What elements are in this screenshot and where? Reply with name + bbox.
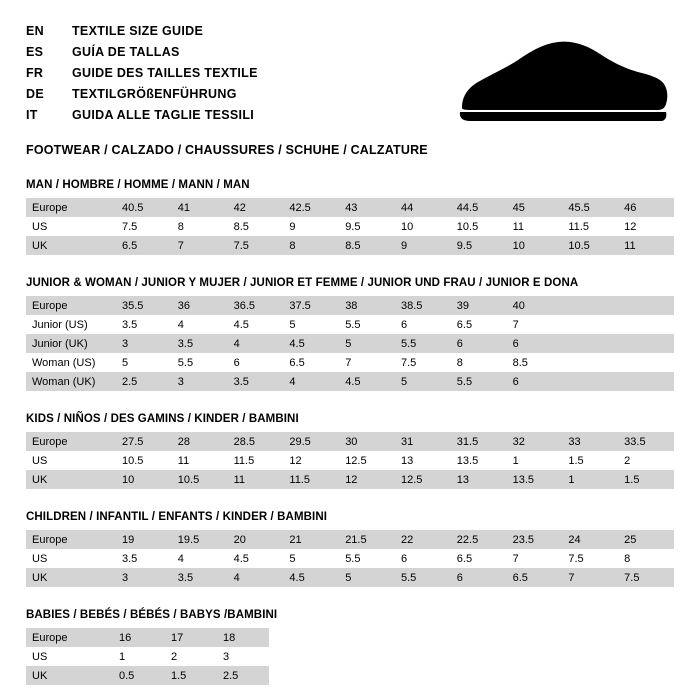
cell: 1 <box>113 647 165 666</box>
section-title: BABIES / BEBÉS / BÉBÉS / BABYS /BAMBINI <box>26 609 278 621</box>
cell: 1 <box>507 451 563 470</box>
cell: 3.5 <box>228 372 284 391</box>
table-row <box>26 549 674 568</box>
cell: 44.5 <box>451 198 507 217</box>
cell: 29.5 <box>283 432 339 451</box>
page-header <box>26 24 674 157</box>
cell: 12 <box>618 217 674 236</box>
cell: 5 <box>283 315 339 334</box>
cell: 41 <box>172 198 228 217</box>
language-title: GUIDE DES TAILLES TEXTILE <box>72 66 258 80</box>
cell: 3.5 <box>172 334 228 353</box>
language-code: ES <box>26 45 44 59</box>
cell: 5.5 <box>339 315 395 334</box>
cell: 7.5 <box>116 217 172 236</box>
cell: 6.5 <box>116 236 172 255</box>
cell: 6.5 <box>451 549 507 568</box>
cell <box>618 372 674 391</box>
cell: 19 <box>116 530 172 549</box>
row-label: UK <box>26 666 113 685</box>
cell: 4 <box>172 315 228 334</box>
cell: 11 <box>172 451 228 470</box>
cell: 3 <box>116 568 172 587</box>
cell: 12.5 <box>395 470 451 489</box>
cell <box>618 315 674 334</box>
cell: 5.5 <box>451 372 507 391</box>
cell <box>618 353 674 372</box>
cell: 31.5 <box>451 432 507 451</box>
cell: 9 <box>395 236 451 255</box>
cell: 22 <box>395 530 451 549</box>
language-title: GUÍA DE TALLAS <box>72 45 180 59</box>
cell: 9.5 <box>339 217 395 236</box>
row-label: Woman (US) <box>26 353 116 372</box>
section-title: MAN / HOMBRE / HOMME / MANN / MAN <box>26 179 250 191</box>
cell: 5.5 <box>395 568 451 587</box>
cell: 42 <box>228 198 284 217</box>
cell: 8 <box>618 549 674 568</box>
cell: 36 <box>172 296 228 315</box>
cell: 33.5 <box>618 432 674 451</box>
language-title-list <box>26 24 456 129</box>
cell: 33 <box>562 432 618 451</box>
cell: 2.5 <box>217 666 269 685</box>
table-row <box>26 217 674 236</box>
table-row <box>26 236 674 255</box>
cell: 8.5 <box>228 217 284 236</box>
cell: 21 <box>283 530 339 549</box>
cell: 12.5 <box>339 451 395 470</box>
cell: 18 <box>217 628 269 647</box>
cell: 2 <box>165 647 217 666</box>
cell: 6 <box>395 549 451 568</box>
cell: 37.5 <box>283 296 339 315</box>
cell: 27.5 <box>116 432 172 451</box>
cell: 4.5 <box>339 372 395 391</box>
cell: 22.5 <box>451 530 507 549</box>
table-row <box>26 530 674 549</box>
table-row <box>26 666 269 685</box>
cell: 5.5 <box>172 353 228 372</box>
cell: 6.5 <box>283 353 339 372</box>
cell: 7 <box>562 568 618 587</box>
cell <box>562 296 618 315</box>
language-row <box>26 66 456 87</box>
language-title: TEXTILGRÖßENFÜHRUNG <box>72 87 237 101</box>
section-man <box>26 179 674 255</box>
row-label: Europe <box>26 198 116 217</box>
language-code: EN <box>26 24 44 38</box>
cell: 40.5 <box>116 198 172 217</box>
cell: 4 <box>228 334 284 353</box>
cell: 30 <box>339 432 395 451</box>
cell: 4 <box>283 372 339 391</box>
cell: 10.5 <box>172 470 228 489</box>
dress-shoe-icon <box>454 34 674 130</box>
cell: 46 <box>618 198 674 217</box>
table-row <box>26 296 674 315</box>
cell: 32 <box>507 432 563 451</box>
cell: 3.5 <box>172 568 228 587</box>
section-babies <box>26 609 674 685</box>
table-row <box>26 647 269 666</box>
section-title: KIDS / NIÑOS / DES GAMINS / KINDER / BAMBINI <box>26 413 299 425</box>
section-title: JUNIOR & WOMAN / JUNIOR Y MUJER / JUNIOR ET FEMME / JUNIOR UND FRAU / JUNIOR E DONA <box>26 277 579 289</box>
cell: 6 <box>451 568 507 587</box>
cell: 10.5 <box>116 451 172 470</box>
cell: 21.5 <box>339 530 395 549</box>
cell: 12 <box>339 470 395 489</box>
table-row <box>26 372 674 391</box>
table-row <box>26 432 674 451</box>
cell: 11 <box>228 470 284 489</box>
table-row <box>26 451 674 470</box>
language-row <box>26 87 456 108</box>
cell: 5 <box>339 568 395 587</box>
cell: 3.5 <box>116 549 172 568</box>
cell: 7 <box>172 236 228 255</box>
cell: 7 <box>507 315 563 334</box>
cell: 6 <box>395 315 451 334</box>
section-junior-woman <box>26 277 674 391</box>
cell: 6.5 <box>507 568 563 587</box>
row-label: Woman (UK) <box>26 372 116 391</box>
language-title: TEXTILE SIZE GUIDE <box>72 24 204 38</box>
cell: 6 <box>507 372 563 391</box>
cell: 28.5 <box>228 432 284 451</box>
size-table-babies <box>26 628 269 685</box>
table-row <box>26 315 674 334</box>
cell: 3 <box>116 334 172 353</box>
language-code: DE <box>26 87 44 101</box>
cell: 10.5 <box>451 217 507 236</box>
row-label: US <box>26 549 116 568</box>
row-label: US <box>26 217 116 236</box>
cell: 24 <box>562 530 618 549</box>
cell: 1 <box>562 470 618 489</box>
cell <box>562 315 618 334</box>
cell: 2 <box>618 451 674 470</box>
table-row <box>26 568 674 587</box>
row-label: Junior (UK) <box>26 334 116 353</box>
cell: 6.5 <box>451 315 507 334</box>
cell: 11 <box>618 236 674 255</box>
cell: 5.5 <box>395 334 451 353</box>
cell: 19.5 <box>172 530 228 549</box>
cell: 6 <box>228 353 284 372</box>
row-label: US <box>26 451 116 470</box>
language-row <box>26 24 456 45</box>
cell: 10.5 <box>562 236 618 255</box>
size-table-kids <box>26 432 674 489</box>
cell: 13.5 <box>451 451 507 470</box>
cell: 8.5 <box>507 353 563 372</box>
table-row <box>26 198 674 217</box>
table-row <box>26 334 674 353</box>
cell: 11.5 <box>228 451 284 470</box>
language-row <box>26 108 456 129</box>
cell <box>562 372 618 391</box>
cell: 8 <box>451 353 507 372</box>
cell: 2.5 <box>116 372 172 391</box>
section-children <box>26 511 674 587</box>
cell: 3 <box>172 372 228 391</box>
cell: 5.5 <box>339 549 395 568</box>
cell: 1.5 <box>618 470 674 489</box>
cell: 8 <box>283 236 339 255</box>
cell <box>618 296 674 315</box>
cell: 43 <box>339 198 395 217</box>
cell: 5 <box>339 334 395 353</box>
page-footer-spacer <box>0 693 700 700</box>
cell: 6 <box>451 334 507 353</box>
cell: 20 <box>228 530 284 549</box>
cell: 13.5 <box>507 470 563 489</box>
cell: 9.5 <box>451 236 507 255</box>
cell <box>562 334 618 353</box>
cell: 31 <box>395 432 451 451</box>
cell: 0.5 <box>113 666 165 685</box>
cell: 45 <box>507 198 563 217</box>
language-code: FR <box>26 66 44 80</box>
row-label: Europe <box>26 432 116 451</box>
cell: 4 <box>228 568 284 587</box>
size-table-man <box>26 198 674 255</box>
cell: 7.5 <box>562 549 618 568</box>
row-label: UK <box>26 236 116 255</box>
row-label: Europe <box>26 296 116 315</box>
cell: 5 <box>283 549 339 568</box>
cell: 23.5 <box>507 530 563 549</box>
cell: 16 <box>113 628 165 647</box>
cell: 36.5 <box>228 296 284 315</box>
cell: 45.5 <box>562 198 618 217</box>
cell: 25 <box>618 530 674 549</box>
cell: 17 <box>165 628 217 647</box>
cell: 5 <box>116 353 172 372</box>
row-label: Junior (US) <box>26 315 116 334</box>
cell <box>618 334 674 353</box>
cell: 39 <box>451 296 507 315</box>
cell: 8 <box>172 217 228 236</box>
language-title: GUIDA ALLE TAGLIE TESSILI <box>72 108 255 122</box>
cell: 3 <box>217 647 269 666</box>
size-table-children <box>26 530 674 587</box>
cell: 13 <box>451 470 507 489</box>
table-row <box>26 353 674 372</box>
cell: 7 <box>339 353 395 372</box>
cell: 10 <box>507 236 563 255</box>
cell: 7.5 <box>228 236 284 255</box>
cell: 4 <box>172 549 228 568</box>
table-row <box>26 628 269 647</box>
cell: 6 <box>507 334 563 353</box>
cell: 4.5 <box>228 315 284 334</box>
section-kids <box>26 413 674 489</box>
cell: 11 <box>507 217 563 236</box>
cell: 4.5 <box>283 334 339 353</box>
cell: 10 <box>116 470 172 489</box>
row-label: Europe <box>26 628 113 647</box>
cell: 44 <box>395 198 451 217</box>
cell: 42.5 <box>283 198 339 217</box>
row-label: UK <box>26 470 116 489</box>
cell: 35.5 <box>116 296 172 315</box>
table-row <box>26 470 674 489</box>
cell <box>562 353 618 372</box>
cell: 1.5 <box>562 451 618 470</box>
cell: 7 <box>507 549 563 568</box>
row-label: Europe <box>26 530 116 549</box>
cell: 4.5 <box>283 568 339 587</box>
cell: 4.5 <box>228 549 284 568</box>
language-row <box>26 45 456 66</box>
cell: 38.5 <box>395 296 451 315</box>
cell: 7.5 <box>395 353 451 372</box>
section-title: CHILDREN / INFANTIL / ENFANTS / KINDER / BAMBINI <box>26 511 328 523</box>
cell: 9 <box>283 217 339 236</box>
category-title: FOOTWEAR / CALZADO / CHAUSSURES / SCHUHE / CALZATURE <box>26 143 428 157</box>
cell: 8.5 <box>339 236 395 255</box>
cell: 1.5 <box>165 666 217 685</box>
row-label: UK <box>26 568 116 587</box>
cell: 5 <box>395 372 451 391</box>
size-table-junior-woman <box>26 296 674 391</box>
language-code: IT <box>26 108 38 122</box>
cell: 40 <box>507 296 563 315</box>
cell: 12 <box>283 451 339 470</box>
cell: 38 <box>339 296 395 315</box>
cell: 7.5 <box>618 568 674 587</box>
cell: 3.5 <box>116 315 172 334</box>
cell: 11.5 <box>562 217 618 236</box>
cell: 28 <box>172 432 228 451</box>
cell: 13 <box>395 451 451 470</box>
cell: 10 <box>395 217 451 236</box>
row-label: US <box>26 647 113 666</box>
cell: 11.5 <box>283 470 339 489</box>
